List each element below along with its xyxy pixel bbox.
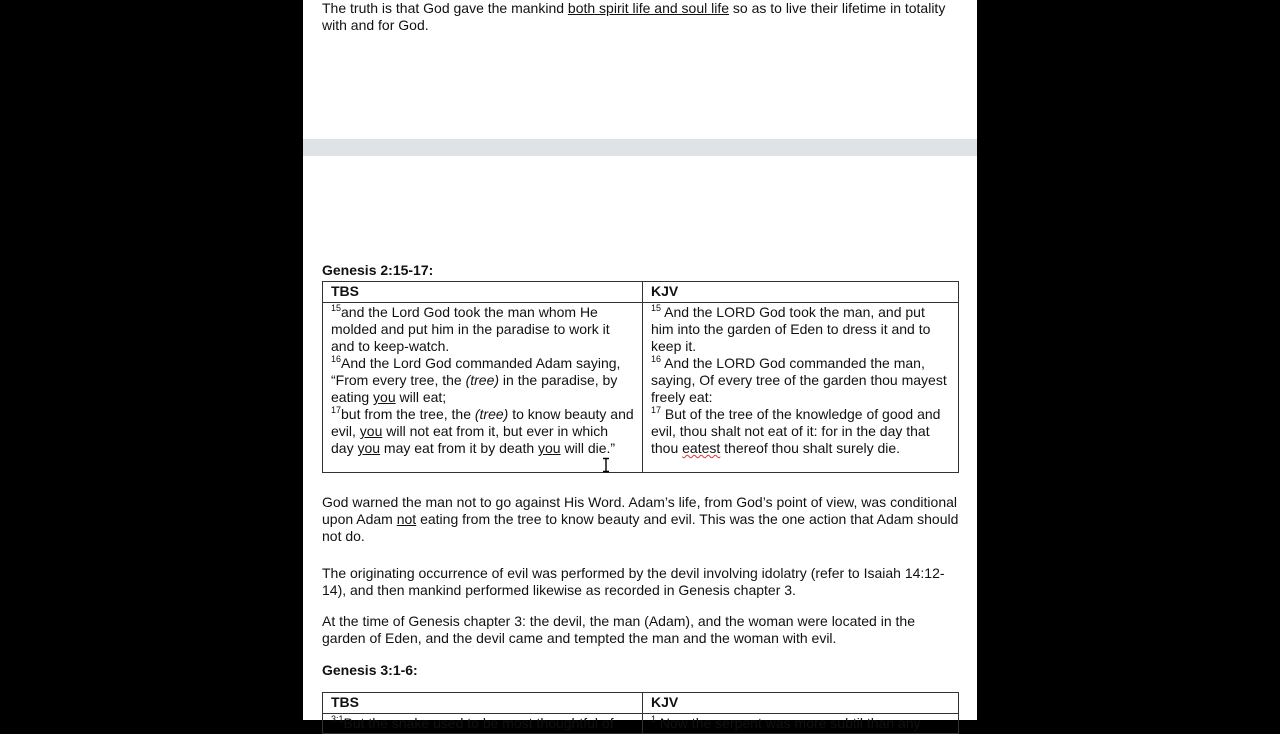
text-run: so as to live their lifetime in totality with and for God. bbox=[322, 0, 946, 33]
kjv-cell bbox=[643, 303, 959, 473]
heading-genesis-3: Genesis 3:1-6: bbox=[322, 662, 418, 678]
underlined-text: you bbox=[373, 389, 396, 405]
verse-number: 1 bbox=[651, 714, 657, 724]
verse-text: will die.” bbox=[560, 440, 616, 456]
verse-number: 17 bbox=[331, 405, 342, 415]
verse-text: But the snake used to be most thoughtful of bbox=[343, 715, 614, 731]
table-header-tbs: TBS bbox=[323, 693, 643, 714]
verse-text: may eat from it by death bbox=[380, 440, 539, 456]
verse-text: And the Lord God commanded Adam saying, “From every tree, the bbox=[331, 355, 621, 388]
text-run: eating from the tree to know beauty and evil. This was the one action that Adam should not do. bbox=[322, 511, 959, 544]
paragraph-genesis-3-intro: At the time of Genesis chapter 3: the devil, the man (Adam), and the woman were located in the garden of Eden, and the devil came and tempted the man and the woman with evil. bbox=[322, 613, 915, 646]
page-separator bbox=[303, 139, 977, 156]
verse-text: And the LORD God took the man, and put him into the garden of Eden to dress it and to keep it. bbox=[651, 304, 931, 354]
verse-text: But of the tree of the knowledge of good and evil, thou shalt not eat of it: for in the day that thou bbox=[651, 406, 941, 456]
verse-text: thereof thou shalt surely die. bbox=[720, 440, 901, 456]
paragraph-god-warned bbox=[322, 494, 962, 545]
table-header-kjv: KJV bbox=[643, 693, 959, 714]
kjv-cell bbox=[643, 714, 959, 734]
underlined-text: you bbox=[357, 440, 381, 456]
verse-text: will not eat from it, but ever in which day bbox=[331, 423, 609, 456]
verse-number: 3:1 bbox=[331, 714, 344, 724]
underlined-text: you bbox=[538, 440, 561, 456]
paragraph-originating: The originating occurrence of evil was performed by the devil involving idolatry (refer to Isaiah 14:12-14), and then mankind performed likewise as recorded in Genesis chapter 3. bbox=[322, 565, 945, 598]
document-page-1 bbox=[303, 0, 977, 139]
verse-text: And the LORD God commanded the man, saying, Of every tree of the garden thou mayest freely eat: bbox=[651, 355, 947, 405]
tbs-cell bbox=[323, 303, 643, 473]
text-run: God warned the man not to go against His Word. Adam’s life, from God’s point of view, was conditional upon Adam bbox=[322, 494, 958, 527]
verse-number: 16 bbox=[331, 354, 342, 364]
verse-text: to know beauty and evil, bbox=[331, 406, 634, 439]
verse-number: 15 bbox=[331, 303, 342, 313]
underlined-text: not bbox=[396, 511, 417, 527]
italic-text: (tree) bbox=[474, 406, 509, 422]
heading-genesis-2: Genesis 2:15-17: bbox=[322, 262, 434, 278]
document-page-2 bbox=[303, 156, 977, 731]
underlined-text: you bbox=[359, 423, 383, 439]
paragraph-truth bbox=[322, 0, 962, 34]
tbs-cell bbox=[323, 714, 643, 734]
verse-text: but from the tree, the bbox=[341, 406, 475, 422]
verse-text: Now the serpent was more subtil than any bbox=[656, 715, 921, 731]
table-header-kjv: KJV bbox=[643, 282, 959, 303]
verse-table-genesis-3 bbox=[322, 692, 959, 734]
verse-text: and the Lord God took the man whom He molded and put him in the paradise to work it and to keep-watch. bbox=[331, 304, 610, 354]
text-run: The truth is that God gave the mankind bbox=[322, 0, 568, 16]
verse-number: 17 bbox=[651, 405, 662, 415]
verse-text: in the paradise, by eating bbox=[331, 372, 618, 405]
italic-text: (tree) bbox=[465, 372, 500, 388]
table-header-tbs: TBS bbox=[323, 282, 643, 303]
text-cursor-icon bbox=[602, 458, 610, 472]
underlined-text: both spirit life and soul life bbox=[567, 0, 730, 16]
verse-table-genesis-2 bbox=[322, 281, 959, 473]
misspelled-word: eatest bbox=[682, 440, 721, 456]
verse-number: 15 bbox=[651, 303, 662, 313]
verse-text: will eat; bbox=[395, 389, 447, 405]
verse-number: 16 bbox=[651, 354, 662, 364]
